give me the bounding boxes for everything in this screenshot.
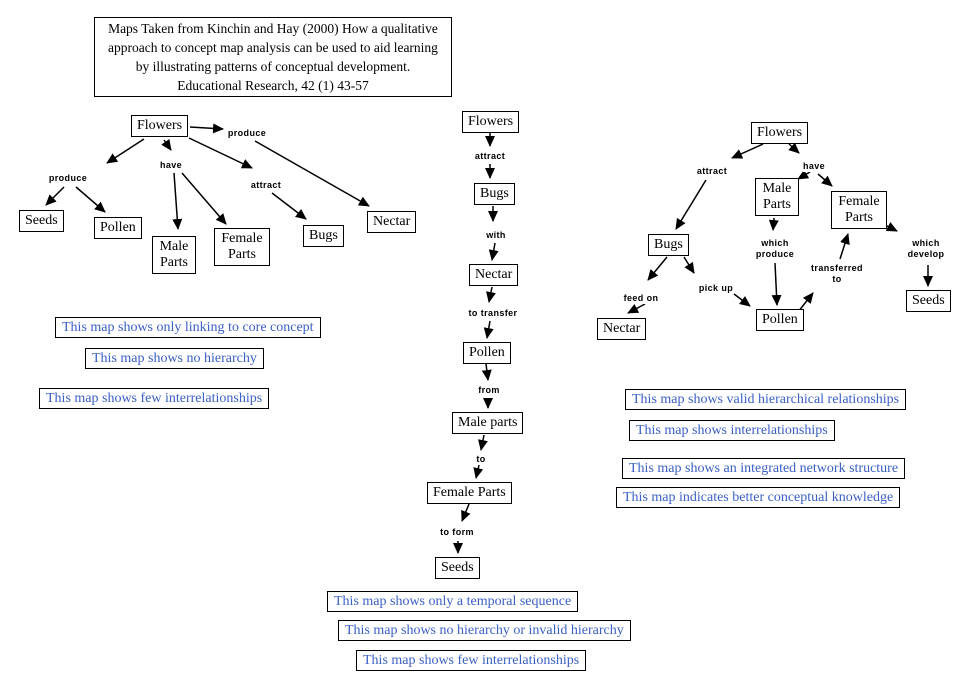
link-label-middle-attract: attract	[474, 151, 506, 161]
arrow-left-flowers-have	[164, 140, 171, 150]
link-label-right-feed-on: feed on	[623, 293, 659, 303]
arrow-left-have-female-parts	[182, 173, 226, 224]
arrow-mid-nectar-totransfer	[489, 287, 492, 302]
caption-right-1: This map shows valid hierarchical relationships	[625, 389, 906, 410]
caption-middle-2: This map shows no hierarchy or invalid hierarchy	[338, 620, 631, 641]
caption-right-4: This map indicates better conceptual knowledge	[616, 487, 900, 508]
node-middle-male-parts: Male parts	[452, 412, 523, 434]
link-label-right-attract: attract	[696, 166, 728, 176]
node-middle-seeds: Seeds	[435, 557, 480, 579]
arrow-left-flowers-produce-right	[190, 127, 223, 129]
node-right-male-parts: Male Parts	[755, 178, 799, 216]
citation-line-3: by illustrating patterns of conceptual development.	[135, 59, 411, 74]
arrow-right-have-maleparts	[798, 172, 810, 179]
link-label-middle-to-transfer: to transfer	[468, 308, 518, 318]
arrow-right-maleparts-whichproduce	[773, 218, 774, 230]
arrow-right-have-femaleparts	[818, 174, 832, 186]
link-label-left-have: have	[159, 160, 183, 170]
arrow-right-whichproduce-pollen	[775, 263, 777, 305]
node-left-male-parts: Male Parts	[152, 236, 196, 274]
link-label-right-have: have	[802, 161, 826, 171]
arrow-right-attract-bugs	[676, 180, 706, 229]
arrow-left-attract-bugs	[272, 193, 306, 219]
arrow-right-transferredto-femaleparts	[840, 234, 848, 259]
node-left-seeds: Seeds	[19, 210, 64, 232]
arrow-right-flowers-have	[789, 144, 799, 153]
caption-right-3: This map shows an integrated network structure	[622, 458, 905, 479]
link-label-middle-to-form: to form	[440, 527, 474, 537]
arrow-mid-femaleparts-toform	[462, 504, 469, 521]
node-right-nectar: Nectar	[597, 318, 646, 340]
node-middle-bugs: Bugs	[474, 183, 515, 205]
arrow-left-produce-nectar	[255, 141, 369, 206]
caption-middle-3: This map shows few interrelationships	[356, 650, 586, 671]
link-label-right-which-produce: which produce	[750, 238, 800, 260]
arrow-right-flowers-attract	[732, 144, 763, 158]
caption-left-2: This map shows no hierarchy	[85, 348, 264, 369]
link-label-middle-from: from	[478, 385, 500, 395]
node-left-bugs: Bugs	[303, 225, 344, 247]
arrow-right-feedon-nectar	[628, 304, 645, 313]
arrow-right-bugs-pickup	[684, 257, 694, 273]
link-label-right-transferred-to: transferred to	[806, 263, 868, 285]
arrow-left-flowers-produce-left	[107, 139, 144, 163]
arrow-left-produce-seeds	[46, 187, 64, 205]
link-label-right-which-develop: which develop	[901, 238, 951, 260]
caption-right-2: This map shows interrelationships	[629, 420, 835, 441]
node-middle-female-parts: Female Parts	[427, 482, 512, 504]
arrow-mid-maleparts-to	[481, 435, 484, 450]
node-right-female-parts: Female Parts	[831, 191, 887, 229]
node-middle-pollen: Pollen	[463, 342, 511, 364]
caption-left-1: This map shows only linking to core concept	[55, 317, 321, 338]
caption-middle-1: This map shows only a temporal sequence	[327, 591, 578, 612]
arrow-mid-pollen-from	[486, 364, 488, 380]
link-label-left-produce-2: produce	[227, 128, 267, 138]
arrow-left-flowers-attract	[189, 138, 252, 168]
link-label-middle-with: with	[486, 230, 506, 240]
link-label-left-produce-1: produce	[48, 173, 88, 183]
citation-box	[94, 17, 452, 97]
node-left-female-parts: Female Parts	[214, 228, 270, 266]
node-left-flowers: Flowers	[131, 115, 188, 137]
node-middle-flowers: Flowers	[462, 111, 519, 133]
node-right-pollen: Pollen	[756, 309, 804, 331]
arrow-left-have-male-parts	[174, 173, 178, 229]
citation-line-2: approach to concept map analysis can be used to aid learning	[108, 40, 438, 55]
node-right-seeds: Seeds	[906, 290, 951, 312]
node-left-pollen: Pollen	[94, 217, 142, 239]
node-right-bugs: Bugs	[648, 234, 689, 256]
arrow-mid-totransfer-pollen	[487, 321, 490, 338]
arrow-mid-to-femaleparts	[476, 465, 479, 478]
arrow-mid-with-nectar	[492, 243, 495, 260]
link-label-right-pick-up: pick up	[698, 283, 734, 293]
citation-line-4: Educational Research, 42 (1) 43-57	[177, 78, 369, 93]
node-middle-nectar: Nectar	[469, 264, 518, 286]
caption-left-3: This map shows few interrelationships	[39, 388, 269, 409]
link-label-left-attract: attract	[250, 180, 282, 190]
link-label-middle-to: to	[476, 454, 486, 464]
arrow-right-pickup-pollen	[734, 294, 750, 306]
node-left-nectar: Nectar	[367, 211, 416, 233]
citation-line-1: Maps Taken from Kinchin and Hay (2000) How a qualitative	[108, 21, 438, 36]
arrow-left-produce-pollen	[76, 187, 105, 212]
node-right-flowers: Flowers	[751, 122, 808, 144]
arrow-right-bugs-feedon	[648, 257, 667, 280]
